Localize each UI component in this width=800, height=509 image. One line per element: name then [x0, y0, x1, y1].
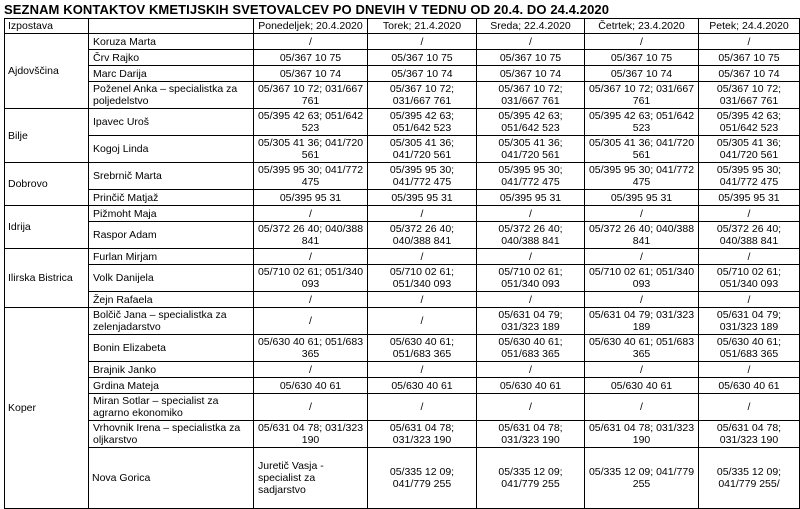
- contact-cell: 05/630 40 61; 051/683 365: [585, 335, 699, 362]
- contact-cell: 05/710 02 61; 051/340 093: [477, 265, 585, 292]
- contact-cell: 05/630 40 61: [585, 378, 699, 394]
- contact-cell: /: [585, 362, 699, 378]
- contact-cell: 05/372 26 40; 040/388 841: [368, 222, 477, 249]
- table-row: [5, 448, 800, 509]
- advisor-name: Marc Darija: [89, 66, 254, 82]
- advisor-name: Juretič Vasja - specialist za sadjarstvo: [254, 448, 368, 509]
- header-day: Petek; 24.4.2020: [699, 19, 800, 34]
- contact-cell: 05/395 95 30; 041/772 475: [368, 163, 477, 190]
- contact-cell: 05/367 10 72; 031/667 761: [477, 82, 585, 109]
- table-row: [5, 50, 800, 66]
- table-row: [5, 292, 800, 308]
- office-cell: Koper: [5, 308, 89, 509]
- contact-cell: 05/630 40 61; 051/683 365: [254, 335, 368, 362]
- advisor-name: Črv Rajko: [89, 50, 254, 66]
- contact-cell: /: [585, 394, 699, 421]
- contact-cell: 05/395 95 31: [254, 190, 368, 206]
- contact-cell: 05/631 04 78; 031/323 190: [585, 421, 699, 448]
- contact-cell: /: [254, 249, 368, 265]
- office-cell: Idrija: [5, 206, 89, 249]
- table-row: [5, 421, 800, 448]
- advisor-name: Prinčič Matjaž: [89, 190, 254, 206]
- table-row: [5, 308, 800, 335]
- contact-cell: 05/631 04 78; 031/323 190: [477, 421, 585, 448]
- advisor-name: Volk Danijela: [89, 265, 254, 292]
- contact-cell: /: [254, 292, 368, 308]
- table-row: [5, 109, 800, 136]
- contact-cell: 05/367 10 74: [585, 66, 699, 82]
- contact-cell: 05/630 40 61: [368, 378, 477, 394]
- advisor-name: Kogoj Linda: [89, 136, 254, 163]
- contact-cell: /: [368, 308, 477, 335]
- contact-cell: 05/630 40 61; 051/683 365: [699, 335, 800, 362]
- contact-cell: 05/367 10 75: [477, 50, 585, 66]
- contact-cell: 05/631 04 79; 031/323 189: [699, 308, 800, 335]
- contact-cell: /: [477, 292, 585, 308]
- table-row: [5, 378, 800, 394]
- contact-cell: /: [368, 292, 477, 308]
- contact-cell: 05/631 04 78; 031/323 190: [254, 421, 368, 448]
- contact-cell: 05/630 40 61: [254, 378, 368, 394]
- contact-cell: 05/630 40 61: [699, 378, 800, 394]
- contact-cell: 05/395 42 63; 051/642 523: [254, 109, 368, 136]
- contact-cell: /: [254, 308, 368, 335]
- contact-cell: 05/630 40 61; 051/683 365: [477, 335, 585, 362]
- contact-cell: 05/710 02 61; 051/340 093: [699, 265, 800, 292]
- office-cell: Ilirska Bistrica: [5, 249, 89, 308]
- contact-cell: /: [254, 394, 368, 421]
- document-title: SEZNAM KONTAKTOV KMETIJSKIH SVETOVALCEV PO DNEVIH V TEDNU OD 20.4. DO 24.4.2020: [4, 2, 610, 17]
- table-row: [5, 394, 800, 421]
- contact-cell: 05/395 95 31: [477, 190, 585, 206]
- contact-cell: 05/630 40 61; 051/683 365: [368, 335, 477, 362]
- advisor-name: Grdina Mateja: [89, 378, 254, 394]
- advisor-name: Žejn Rafaela: [89, 292, 254, 308]
- advisor-name: Raspor Adam: [89, 222, 254, 249]
- contact-cell: 05/631 04 78; 031/323 190: [699, 421, 800, 448]
- contact-cell: 05/367 10 74: [699, 66, 800, 82]
- advisor-name: Bolčič Jana – specialistka za zelenjadarstvo: [89, 308, 254, 335]
- contact-cell: 05/395 95 30; 041/772 475: [699, 163, 800, 190]
- contact-cell: 05/372 26 40; 040/388 841: [477, 222, 585, 249]
- contact-cell: /: [368, 34, 477, 50]
- contact-cell: /: [254, 206, 368, 222]
- contact-cell: 05/367 10 75: [368, 50, 477, 66]
- table-row: [5, 265, 800, 292]
- contact-cell: /: [254, 34, 368, 50]
- contact-cell: 05/335 12 09; 041/779 255: [585, 448, 699, 509]
- contact-cell: /: [699, 292, 800, 308]
- advisor-name: Bonin Elizabeta: [89, 335, 254, 362]
- contact-cell: 05/395 42 63; 051/642 523: [477, 109, 585, 136]
- table-row: [5, 335, 800, 362]
- contact-cell: /: [477, 362, 585, 378]
- contact-cell: 05/335 12 09; 041/779 255/: [699, 448, 800, 509]
- contact-cell: 05/395 42 63; 051/642 523: [368, 109, 477, 136]
- contact-cell: /: [477, 249, 585, 265]
- table-row: [5, 82, 800, 109]
- contact-cell: /: [368, 249, 477, 265]
- contact-cell: 05/395 95 30; 041/772 475: [585, 163, 699, 190]
- contact-cell: 05/305 41 36; 041/720 561: [254, 136, 368, 163]
- contact-cell: 05/710 02 61; 051/340 093: [254, 265, 368, 292]
- contact-cell: 05/367 10 75: [585, 50, 699, 66]
- contact-cell: /: [585, 249, 699, 265]
- contact-cell: 05/335 12 09; 041/779 255: [477, 448, 585, 509]
- contact-cell: 05/631 04 79; 031/323 189: [477, 308, 585, 335]
- contact-cell: 05/367 10 74: [254, 66, 368, 82]
- header-advisor: [89, 19, 254, 34]
- contact-cell: 05/305 41 36; 041/720 561: [477, 136, 585, 163]
- contact-cell: 05/367 10 72; 031/667 761: [254, 82, 368, 109]
- contact-cell: /: [585, 34, 699, 50]
- header-day: Ponedeljek; 20.4.2020: [254, 19, 368, 34]
- table-row: [5, 206, 800, 222]
- contact-cell: 05/395 95 30; 041/772 475: [477, 163, 585, 190]
- contact-cell: 05/630 40 61: [477, 378, 585, 394]
- advisor-name: Koruza Marta: [89, 34, 254, 50]
- contact-cell: 05/367 10 72; 031/667 761: [699, 82, 800, 109]
- contact-cell: /: [368, 362, 477, 378]
- contact-cell: /: [368, 206, 477, 222]
- header-day: Četrtek; 23.4.2020: [585, 19, 699, 34]
- advisor-name: Ipavec Uroš: [89, 109, 254, 136]
- table-row: [5, 34, 800, 50]
- contact-cell: /: [699, 206, 800, 222]
- advisor-name: Srebrnič Marta: [89, 163, 254, 190]
- header-day: Sreda; 22.4.2020: [477, 19, 585, 34]
- contact-cell: 05/395 95 31: [585, 190, 699, 206]
- table-row: [5, 163, 800, 190]
- contact-cell: /: [699, 394, 800, 421]
- advisor-name: Pižmoht Maja: [89, 206, 254, 222]
- contact-cell: /: [699, 362, 800, 378]
- header-row: [5, 19, 800, 34]
- contacts-table: [4, 18, 800, 509]
- office-cell: Dobrovo: [5, 163, 89, 206]
- office-cell: Nova Gorica: [89, 448, 254, 509]
- contact-cell: /: [585, 206, 699, 222]
- contact-cell: 05/395 95 31: [368, 190, 477, 206]
- header-day: Torek; 21.4.2020: [368, 19, 477, 34]
- office-cell: Ajdovščina: [5, 34, 89, 109]
- contact-cell: 05/710 02 61; 051/340 093: [585, 265, 699, 292]
- contact-cell: /: [477, 34, 585, 50]
- office-cell: Bilje: [5, 109, 89, 163]
- contact-cell: 05/367 10 75: [699, 50, 800, 66]
- advisor-name: Poženel Anka – specialistka za poljedelstvo: [89, 82, 254, 109]
- contact-cell: 05/305 41 36; 041/720 561: [585, 136, 699, 163]
- table-row: [5, 190, 800, 206]
- contact-cell: 05/305 41 36; 041/720 561: [368, 136, 477, 163]
- table-row: [5, 249, 800, 265]
- header-office: Izpostava: [5, 19, 89, 34]
- contact-cell: /: [368, 394, 477, 421]
- contact-cell: /: [254, 362, 368, 378]
- advisor-name: Vrhovnik Irena – specialistka za oljkarstvo: [89, 421, 254, 448]
- table-row: [5, 66, 800, 82]
- table-row: [5, 222, 800, 249]
- advisor-name: Furlan Mirjam: [89, 249, 254, 265]
- contact-cell: /: [699, 34, 800, 50]
- contact-cell: 05/335 12 09; 041/779 255: [368, 448, 477, 509]
- contact-cell: 05/395 95 30; 041/772 475: [254, 163, 368, 190]
- contact-cell: 05/305 41 36; 041/720 561: [699, 136, 800, 163]
- contact-cell: 05/367 10 74: [368, 66, 477, 82]
- contact-cell: /: [585, 292, 699, 308]
- contact-cell: 05/710 02 61; 051/340 093: [368, 265, 477, 292]
- advisor-name: Brajnik Janko: [89, 362, 254, 378]
- contact-cell: 05/372 26 40; 040/388 841: [585, 222, 699, 249]
- contact-cell: 05/395 95 31: [699, 190, 800, 206]
- contact-cell: 05/631 04 79; 031/323 189: [585, 308, 699, 335]
- advisor-name: Miran Sotlar – specialist za agrarno ekonomiko: [89, 394, 254, 421]
- contact-cell: 05/395 42 63; 051/642 523: [699, 109, 800, 136]
- contact-cell: /: [477, 394, 585, 421]
- table-row: [5, 136, 800, 163]
- contact-cell: /: [477, 206, 585, 222]
- contact-cell: 05/367 10 72; 031/667 761: [585, 82, 699, 109]
- table-row: [5, 362, 800, 378]
- contact-cell: 05/395 42 63; 051/642 523: [585, 109, 699, 136]
- contact-cell: 05/367 10 74: [477, 66, 585, 82]
- contact-cell: 05/631 04 78; 031/323 190: [368, 421, 477, 448]
- contact-cell: 05/372 26 40; 040/388 841: [699, 222, 800, 249]
- contact-cell: 05/367 10 75: [254, 50, 368, 66]
- contact-cell: 05/367 10 72; 031/667 761: [368, 82, 477, 109]
- contact-cell: /: [699, 249, 800, 265]
- contact-cell: 05/372 26 40; 040/388 841: [254, 222, 368, 249]
